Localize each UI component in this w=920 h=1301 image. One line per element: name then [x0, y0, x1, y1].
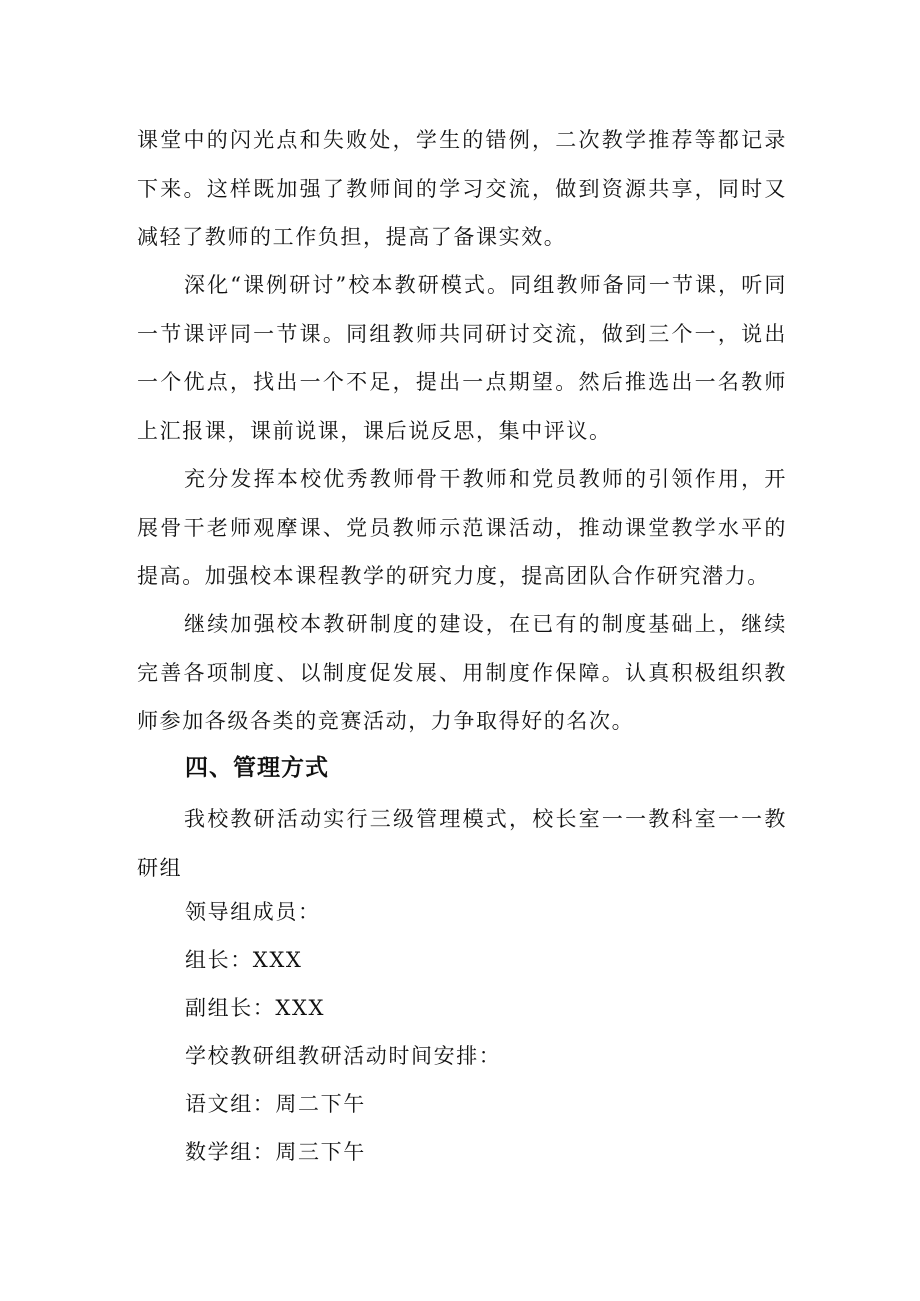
- section-heading: 四、管理方式: [185, 755, 329, 781]
- paragraph-record-keeping: 课堂中的闪光点和失败处，学生的错例，二次教学推荐等都记录下来。这样既加强了教师间的学习交流，做到资源共享，同时又减轻了教师的工作负担，提高了备课实效。: [137, 128, 787, 249]
- math-group-schedule: 数学组：周三下午: [185, 1140, 366, 1164]
- vice-leader-line: 副组长：XXX: [185, 996, 326, 1020]
- schedule-label: 学校教研组教研活动时间安排：: [185, 1044, 502, 1068]
- paragraph-system-building: 继续加强校本教研制度的建设，在已有的制度基础上，继续完善各项制度、以制度促发展、用制度作保障。认真积极组织教师参加各级各类的竞赛活动，力争取得好的名次。: [137, 612, 787, 733]
- paragraph-teacher-leadership: 充分发挥本校优秀教师骨干教师和党员教师的引领作用，开展骨干老师观摩课、党员教师示范课活动，推动课堂教学水平的提高。加强校本课程教学的研究力度，提高团队合作研究潜力。: [137, 467, 787, 588]
- members-label: 领导组成员：: [185, 900, 321, 924]
- leader-line: 组长：XXX: [185, 948, 303, 972]
- paragraph-management-intro: 我校教研活动实行三级管理模式，校长室一一教科室一一教研组: [137, 807, 787, 880]
- chinese-group-schedule: 语文组：周二下午: [185, 1092, 366, 1116]
- paragraph-lesson-study: 深化“课例研讨”校本教研模式。同组教师备同一节课，听同一节课评同一节课。同组教师共同研讨交流，做到三个一，说出一个优点，找出一个不足，提出一点期望。然后推选出一名教师上汇报课，课前说课，课后说反思，集中评议。: [137, 273, 787, 443]
